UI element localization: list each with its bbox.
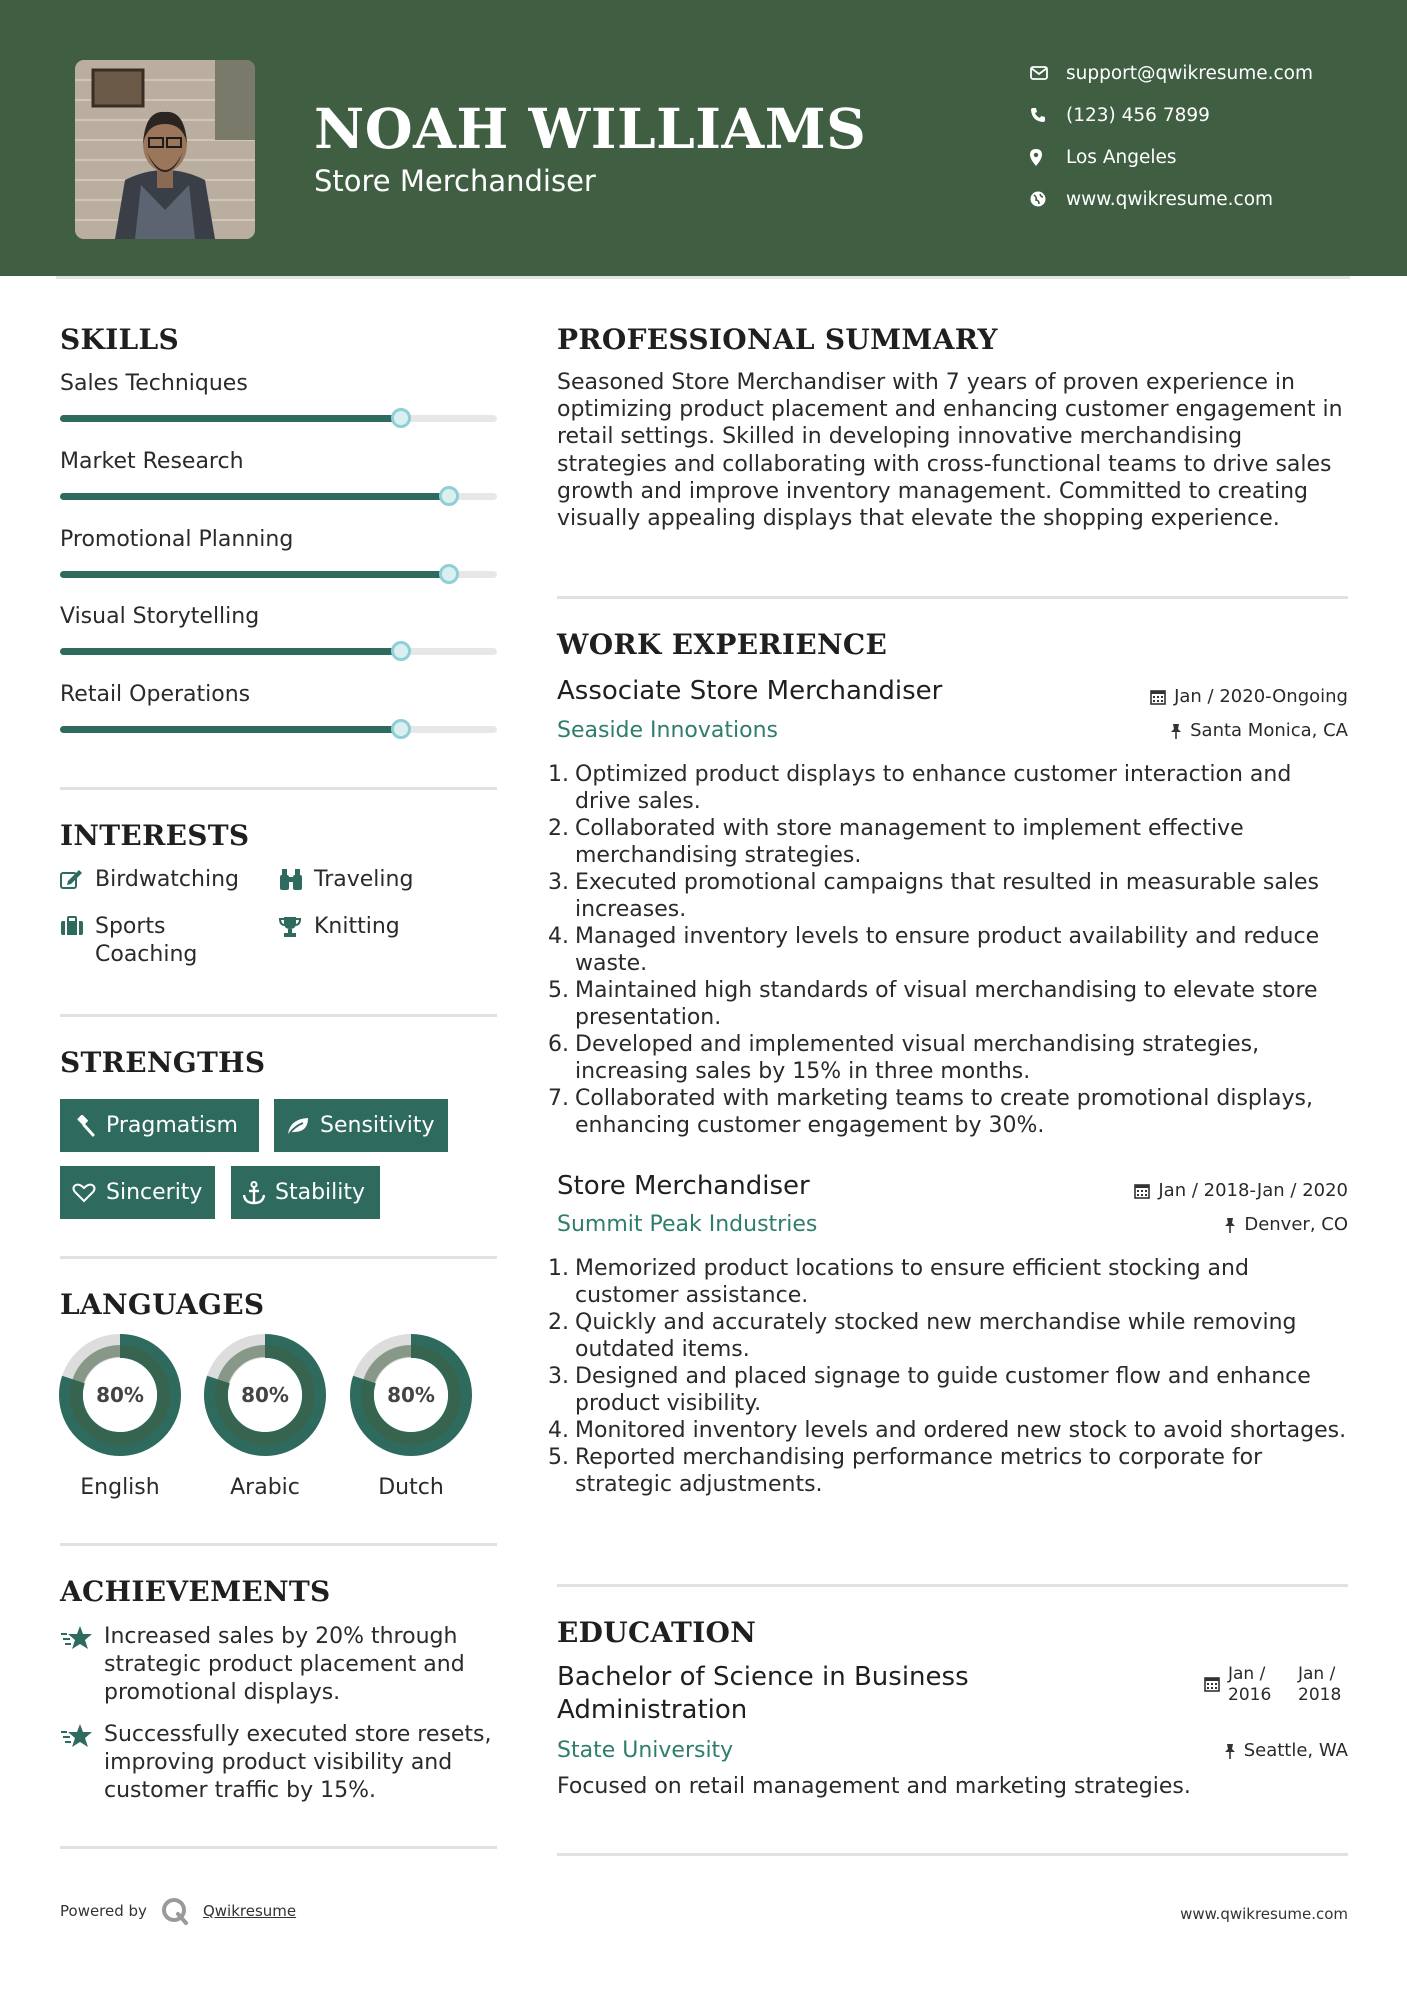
job-bullet: 6. Developed and implemented visual merchandising strategies, increasing sales by 15% in three months. (548, 1032, 1260, 1084)
job-location-text: Santa Monica, CA (1190, 720, 1348, 741)
education-location-text: Seattle, WA (1243, 1740, 1348, 1761)
language-item (58, 1333, 182, 1500)
contact-list (1030, 52, 1313, 220)
skill-label: Market Research (60, 449, 244, 474)
job-bullet: 1. Memorized product locations to ensure efficient stocking and customer assistance. (548, 1256, 1249, 1308)
heart-icon (72, 1183, 96, 1203)
section-divider (60, 787, 497, 790)
pushpin-icon (1170, 723, 1182, 739)
candidate-name: NOAH WILLIAMS (314, 96, 867, 161)
degree-title-line1: Bachelor of Science in Business (557, 1662, 969, 1692)
skill-bar-knob (439, 486, 459, 506)
calendar-icon (1204, 1676, 1220, 1692)
skill-bar-knob (391, 719, 411, 739)
skill-bar-fill (60, 493, 449, 500)
star-icon (60, 1623, 104, 1659)
strength-label: Stability (275, 1180, 366, 1205)
education-end: Jan / 2018 (1298, 1664, 1342, 1705)
language-percent: 80% (96, 1383, 144, 1407)
job-bullet: 3. Designed and placed signage to guide customer flow and enhance product visibility. (548, 1364, 1311, 1416)
skill-item (60, 527, 497, 578)
powered-by-label: Powered by (60, 1902, 147, 1920)
interest-label: Traveling (314, 867, 414, 892)
job-company: Summit Peak Industries (557, 1212, 818, 1237)
calendar-icon (1134, 1183, 1150, 1199)
job-bullet: 2. Collaborated with store management to implement effective merchandising strategies. (548, 816, 1244, 868)
qwikresume-link[interactable]: Qwikresume (202, 1902, 297, 1920)
contact-website[interactable] (1030, 178, 1313, 220)
skill-item (60, 371, 497, 422)
contact-email-text: support@qwikresume.com (1066, 62, 1313, 84)
skill-bar (60, 726, 497, 733)
job-bullet: 7. Collaborated with marketing teams to create promotional displays, enhancing customer engagement by 30%. (548, 1086, 1313, 1138)
job-dates-text: Jan / 2020-Ongoing (1174, 686, 1348, 707)
skill-bar-fill (60, 726, 401, 733)
contact-website-text: www.qwikresume.com (1066, 188, 1274, 210)
language-name: English (80, 1475, 160, 1500)
job-title: Associate Store Merchandiser (557, 676, 943, 706)
language-item (203, 1333, 327, 1500)
education-heading: EDUCATION (557, 1616, 757, 1649)
interest-label: Sports Coaching (95, 914, 198, 967)
map-pin-icon (1030, 149, 1066, 166)
achievement-item (60, 1721, 500, 1805)
skill-item (60, 449, 497, 500)
interest-label: Knitting (314, 914, 400, 939)
job-bullet: 1. Optimized product displays to enhance customer interaction and drive sales. (548, 762, 1292, 814)
education-location (1224, 1740, 1348, 1761)
skill-bar-fill (60, 648, 401, 655)
contact-email[interactable] (1030, 52, 1313, 94)
skill-bar (60, 571, 497, 578)
skill-bar (60, 415, 497, 422)
job-bullets (548, 761, 1348, 1139)
job-bullet: 5. Reported merchandising performance metrics to corporate for strategic adjustments. (548, 1445, 1263, 1497)
skill-bar-knob (439, 564, 459, 584)
strengths-heading: STRENGTHS (60, 1046, 266, 1079)
binoculars-icon (279, 866, 314, 899)
experience-heading: WORK EXPERIENCE (557, 628, 888, 661)
job-bullet: 4. Managed inventory levels to ensure product availability and reduce waste. (548, 924, 1320, 976)
resume-header (0, 0, 1407, 276)
trophy-icon (279, 913, 314, 946)
education-school: State University (557, 1738, 734, 1763)
education-start: Jan / 2016 (1228, 1664, 1272, 1705)
contact-location-text: Los Angeles (1066, 146, 1177, 168)
strength-badge (60, 1099, 259, 1152)
calendar-icon (1150, 689, 1166, 705)
star-icon (60, 1721, 104, 1757)
interest-item (279, 913, 499, 946)
job-location (1224, 1214, 1348, 1235)
anchor-icon (243, 1181, 265, 1205)
job-bullet: 4. Monitored inventory levels and ordered new stock to avoid shortages. (548, 1418, 1347, 1443)
language-name: Arabic (230, 1475, 300, 1500)
interest-item (60, 913, 280, 969)
header-divider (56, 276, 1350, 279)
leaf-icon (286, 1116, 310, 1136)
section-divider (557, 596, 1348, 599)
achievement-text: Increased sales by 20% through strategic product placement and promotional displays. (104, 1624, 465, 1705)
skill-bar (60, 648, 497, 655)
job-bullet: 2. Quickly and accurately stocked new merchandise while removing outdated items. (548, 1310, 1297, 1362)
skill-label: Sales Techniques (60, 371, 248, 396)
job-bullet: 3. Executed promotional campaigns that resulted in measurable sales increases. (548, 870, 1319, 922)
section-divider (60, 1846, 497, 1849)
section-divider (60, 1256, 497, 1259)
summary-heading: PROFESSIONAL SUMMARY (557, 323, 998, 356)
envelope-icon (1030, 66, 1066, 80)
skill-label: Visual Storytelling (60, 604, 260, 629)
strength-badge (274, 1099, 448, 1152)
pencil-square-icon (60, 866, 95, 897)
qwikresume-logo-icon (161, 1897, 189, 1925)
footer-powered-by (60, 1897, 296, 1925)
section-divider (60, 1014, 497, 1017)
education-dates (1204, 1664, 1348, 1706)
phone-icon (1030, 107, 1066, 123)
contact-phone[interactable] (1030, 94, 1313, 136)
achievements-heading: ACHIEVEMENTS (60, 1575, 331, 1608)
language-item (349, 1333, 473, 1500)
job-dates-text: Jan / 2018-Jan / 2020 (1158, 1180, 1348, 1201)
summary-text: Seasoned Store Merchandiser with 7 years of proven experience in optimizing product placement and enhancing customer engagement in retail settings. Skilled in developing innovative merchandising strategies and collaborating with cross-functional teams to drive sales growth and improve inventory management. Committed to creating visually appealing displays that elevate the shopping experience. (557, 370, 1343, 532)
job-company: Seaside Innovations (557, 718, 778, 743)
section-divider (557, 1853, 1348, 1856)
skill-label: Retail Operations (60, 682, 251, 707)
skill-bar-knob (391, 641, 411, 661)
job-dates (1150, 686, 1348, 707)
section-divider (557, 1584, 1348, 1587)
skills-heading: SKILLS (60, 323, 180, 356)
languages-heading: LANGUAGES (60, 1288, 265, 1321)
skill-bar-fill (60, 571, 449, 578)
profile-photo (75, 60, 255, 239)
achievement-text: Successfully executed store resets, improving product visibility and customer traffic by 15%. (104, 1722, 492, 1803)
job-dates (1134, 1180, 1348, 1201)
job-bullets (548, 1255, 1348, 1498)
section-divider (60, 1543, 497, 1546)
interest-label: Birdwatching (95, 867, 239, 892)
skill-bar-knob (391, 408, 411, 428)
footer-website[interactable]: www.qwikresume.com (1180, 1905, 1348, 1923)
pushpin-icon (1224, 1217, 1236, 1233)
pushpin-icon (1224, 1743, 1236, 1759)
strength-label: Pragmatism (106, 1113, 238, 1138)
strength-label: Sincerity (106, 1180, 203, 1205)
education-description: Focused on retail management and marketing strategies. (557, 1774, 1191, 1799)
gavel-icon (72, 1115, 96, 1137)
job-bullet: 5. Maintained high standards of visual merchandising to elevate store presentation. (548, 978, 1318, 1030)
interests-heading: INTERESTS (60, 819, 250, 852)
strength-label: Sensitivity (320, 1113, 435, 1138)
skill-bar-fill (60, 415, 401, 422)
globe-icon (1030, 191, 1066, 207)
interest-item (279, 866, 499, 899)
job-location (1170, 720, 1348, 741)
interest-item (60, 866, 280, 897)
language-name: Dutch (378, 1475, 444, 1500)
language-percent: 80% (241, 1383, 289, 1407)
contact-phone-text: (123) 456 7899 (1066, 104, 1210, 126)
job-location-text: Denver, CO (1244, 1214, 1348, 1235)
achievement-item (60, 1623, 500, 1707)
strength-badge (60, 1166, 215, 1219)
skill-item (60, 682, 497, 733)
contact-location (1030, 136, 1313, 178)
skill-item (60, 604, 497, 655)
degree-title-line2: Administration (557, 1695, 748, 1725)
skill-label: Promotional Planning (60, 527, 294, 552)
language-percent: 80% (387, 1383, 435, 1407)
strength-badge (231, 1166, 380, 1219)
briefcase-icon (60, 913, 95, 944)
skill-bar (60, 493, 497, 500)
job-title: Store Merchandiser (557, 1171, 810, 1201)
candidate-title: Store Merchandiser (314, 164, 596, 198)
